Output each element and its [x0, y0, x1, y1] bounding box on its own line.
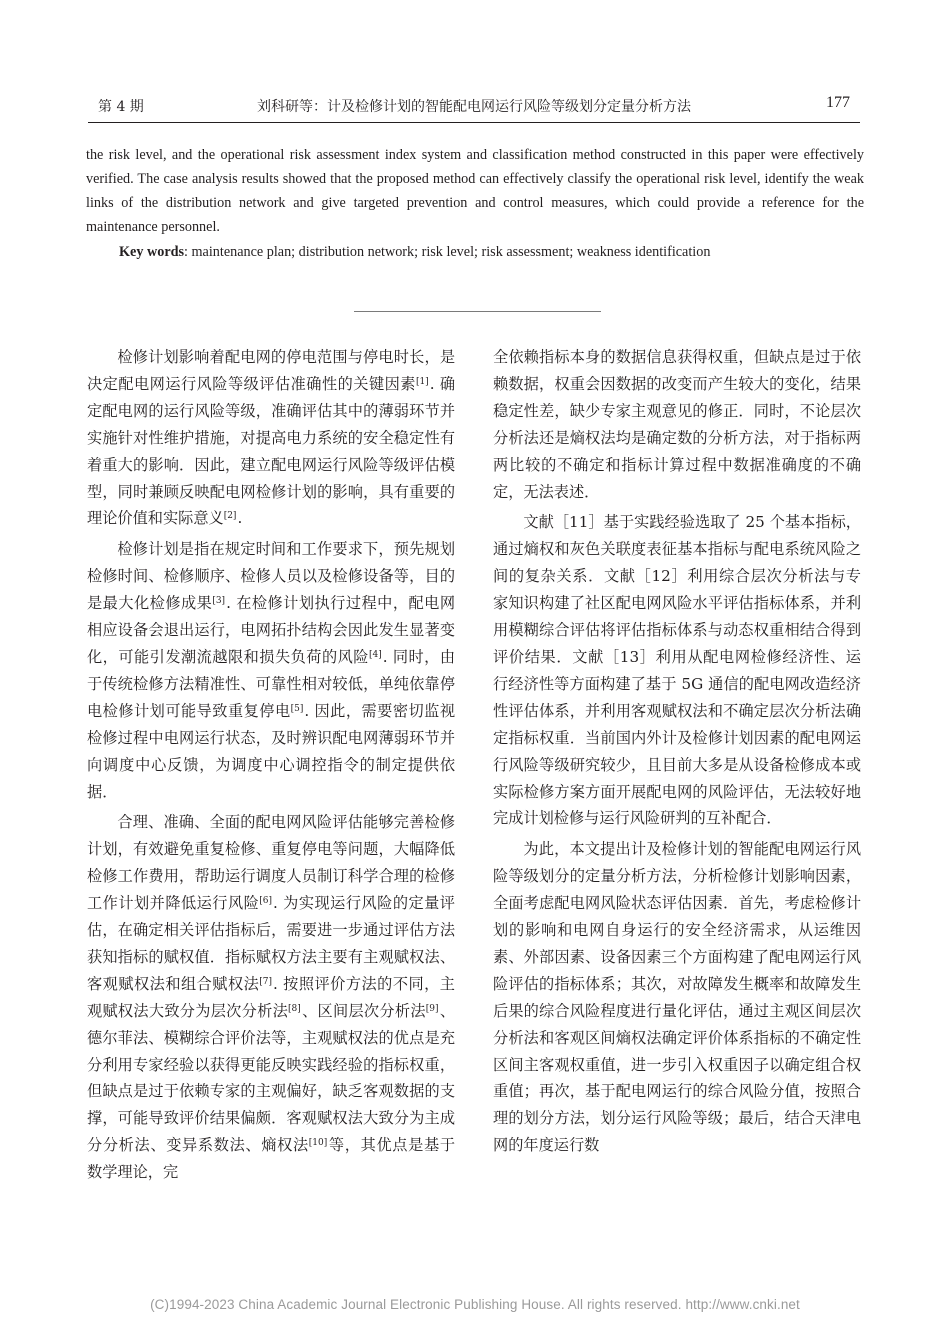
- paragraph-text: . 按照评价方法的不同，主观赋权法大致分为层次分析法: [87, 974, 455, 1020]
- paragraph-text: 、德尔菲法、模糊综合评价法等，主观赋权法的优点是充分利用专家经验以获得更能反映实践经验的指标权重，但缺点是过于依赖专家的主观偏好，缺乏客观数据的支撑，可能导致评价结果偏颇．客观赋权法大致分为主成分分析法、变异系数法、熵权法: [87, 1001, 456, 1155]
- paragraph-text: 检修计划影响着配电网的停电范围与停电时长，是决定配电网运行风险等级评估准确性的关键因素: [87, 348, 455, 393]
- citation-ref: [1]: [415, 376, 429, 387]
- citation-ref: [2]: [223, 511, 237, 522]
- paragraph-text: 检修计划是指在规定时间和工作要求下，预先规划检修时间、检修顺序、检修人员以及检修设备等，目的是最大化检修成果: [87, 540, 455, 613]
- paragraph-text: 为此，本文提出计及检修计划的智能配电网运行风险等级划分的定量分析方法，分析检修计划影响因素，全面考虑配电网风险状态评估因素．首先，考虑检修计划的影响和电网自身运行的安全经济需求，从运维因素、外部因素、设备因素三个方面构建了配电网运行风险评估的指标体系；其次，对故障发生概率和故障发生后果的综合风险程度进行量化评估，通过主观区间层次分析法和客观区间熵权法确定评价体系指标的不确定性区间主客观权重值，进一步引入权重因子以确定组合权重值；再次，基于配电网运行的综合风险分值，按照合理的划分方法，划分运行风险等级；最后，结合天津电网的年度运行数: [493, 840, 861, 1155]
- body-paragraph: [87, 536, 455, 805]
- citation-ref: [6]: [259, 896, 273, 907]
- header-rule: [88, 122, 860, 123]
- paragraph-text: . 为实现运行风险的定量评估，在确定相关评估指标后，需要进一步通过评估方法获知指标的赋权值．指标赋权方法主要有主观赋权法、客观赋权法和组合赋权法: [87, 894, 455, 993]
- copyright-footer: (C)1994-2023 China Academic Journal Electronic Publishing House. All rights reserved. http://www.cnki.net: [150, 1297, 800, 1312]
- keywords-list: : maintenance plan; distribution network; risk level; risk assessment; weakness identification: [184, 244, 711, 260]
- paragraph-text: . 因此，需要密切监视检修过程中电网运行状态，及时辨识配电网薄弱环节并向调度中心反馈，为调度中心调控指令的制定提供依据．: [87, 701, 456, 801]
- body-paragraph: [493, 509, 861, 832]
- abstract-text: the risk level, and the operational risk assessment index system and classification method constructed in this paper were effectively verified. The case analysis results showed that the proposed method can effectively classify the operational risk level, identify the weak links of the distribution network and give targeted prevention and control measures, which could provide a reference for the maintenance personnel.: [86, 147, 864, 235]
- journal-issue: 第 4 期: [98, 99, 144, 115]
- citation-ref: [3]: [212, 596, 226, 607]
- citation-ref: [7]: [259, 976, 273, 987]
- paragraph-text: . 在检修计划执行过程中，配电网相应设备会退出运行，电网拓扑结构会因此发生显著变化，可能引发潮流越限和损失负荷的风险: [87, 594, 456, 666]
- paragraph-text: 、区间层次分析法: [301, 1001, 426, 1020]
- section-divider: [354, 311, 601, 312]
- body-column-left: [87, 344, 455, 1186]
- body-paragraph: [87, 809, 455, 1186]
- citation-ref: [8]: [288, 1003, 301, 1014]
- page-number: 177: [826, 94, 850, 111]
- body-paragraph: [493, 836, 861, 1159]
- citation-ref: [5]: [290, 703, 304, 714]
- citation-ref: [9]: [425, 1003, 439, 1014]
- keywords-label: Key words: [119, 244, 185, 260]
- abstract-english: [86, 143, 864, 239]
- paragraph-text: . 同时，由于传统检修方法精准性、可靠性相对较低，单纯依靠停电检修计划可能导致重复停电: [87, 647, 456, 720]
- paragraph-text: .: [237, 509, 243, 528]
- paragraph-text: . 确定配电网的运行风险等级，准确评估其中的薄弱环节并实施针对性维护措施，对提高电力系统的安全稳定性有着重大的影响．因此，建立配电网运行风险等级评估模型，同时兼顾反映配电网检修计划的影响，具有重要的理论价值和实际意义: [87, 374, 456, 528]
- body-paragraph: [87, 344, 455, 532]
- paragraph-text: 合理、准确、全面的配电网风险评估能够完善检修计划，有效避免重复检修、重复停电等问题，大幅降低检修工作费用，帮助运行调度人员制订科学合理的检修工作计划并降低运行风险: [87, 813, 455, 913]
- paragraph-text: 全依赖指标本身的数据信息获得权重，但缺点是过于依赖数据，权重会因数据的改变而产生较大的变化，结果稳定性差，缺少专家主观意见的修正．同时，不论层次分析法还是熵权法均是确定数的分析方法，对于指标两两比较的不确定和指标计算过程中数据准确度的不确定，无法表述．: [493, 348, 861, 501]
- running-header: [88, 96, 860, 118]
- paragraph-text: 文献［11］基于实践经验选取了 25 个基本指标，通过熵权和灰色关联度表征基本指标与配电系统风险之间的复杂关系．文献［12］利用综合层次分析法与专家知识构建了社区配电网风险水平评估指标体系，并利用模糊综合评估将评估指标体系与动态权重相结合得到评价结果．文献［13］利用从配电网检修经济性、运行经济性等方面构建了基于 5G 通信的配电网改造经济性评估体系，并利用客观赋权法和不确定层次分析法确定指标权重．当前国内外计及检修计划因素的配电网运行风险等级研究较少，且目前大多是从设备检修成本或实际检修方案方面开展配电网的风险评估，无法较好地完成计划检修与运行风险研判的互补配合．: [493, 513, 861, 828]
- keywords-line: [119, 244, 864, 261]
- citation-ref: [4]: [368, 649, 382, 660]
- running-title: 刘科研等：计及检修计划的智能配电网运行风险等级划分定量分析方法: [257, 99, 691, 115]
- paragraph-text: 等，其优点是基于数学理论，完: [87, 1136, 456, 1182]
- citation-ref: [10]: [308, 1138, 328, 1149]
- body-column-right: [493, 344, 861, 1159]
- body-paragraph: [493, 344, 861, 505]
